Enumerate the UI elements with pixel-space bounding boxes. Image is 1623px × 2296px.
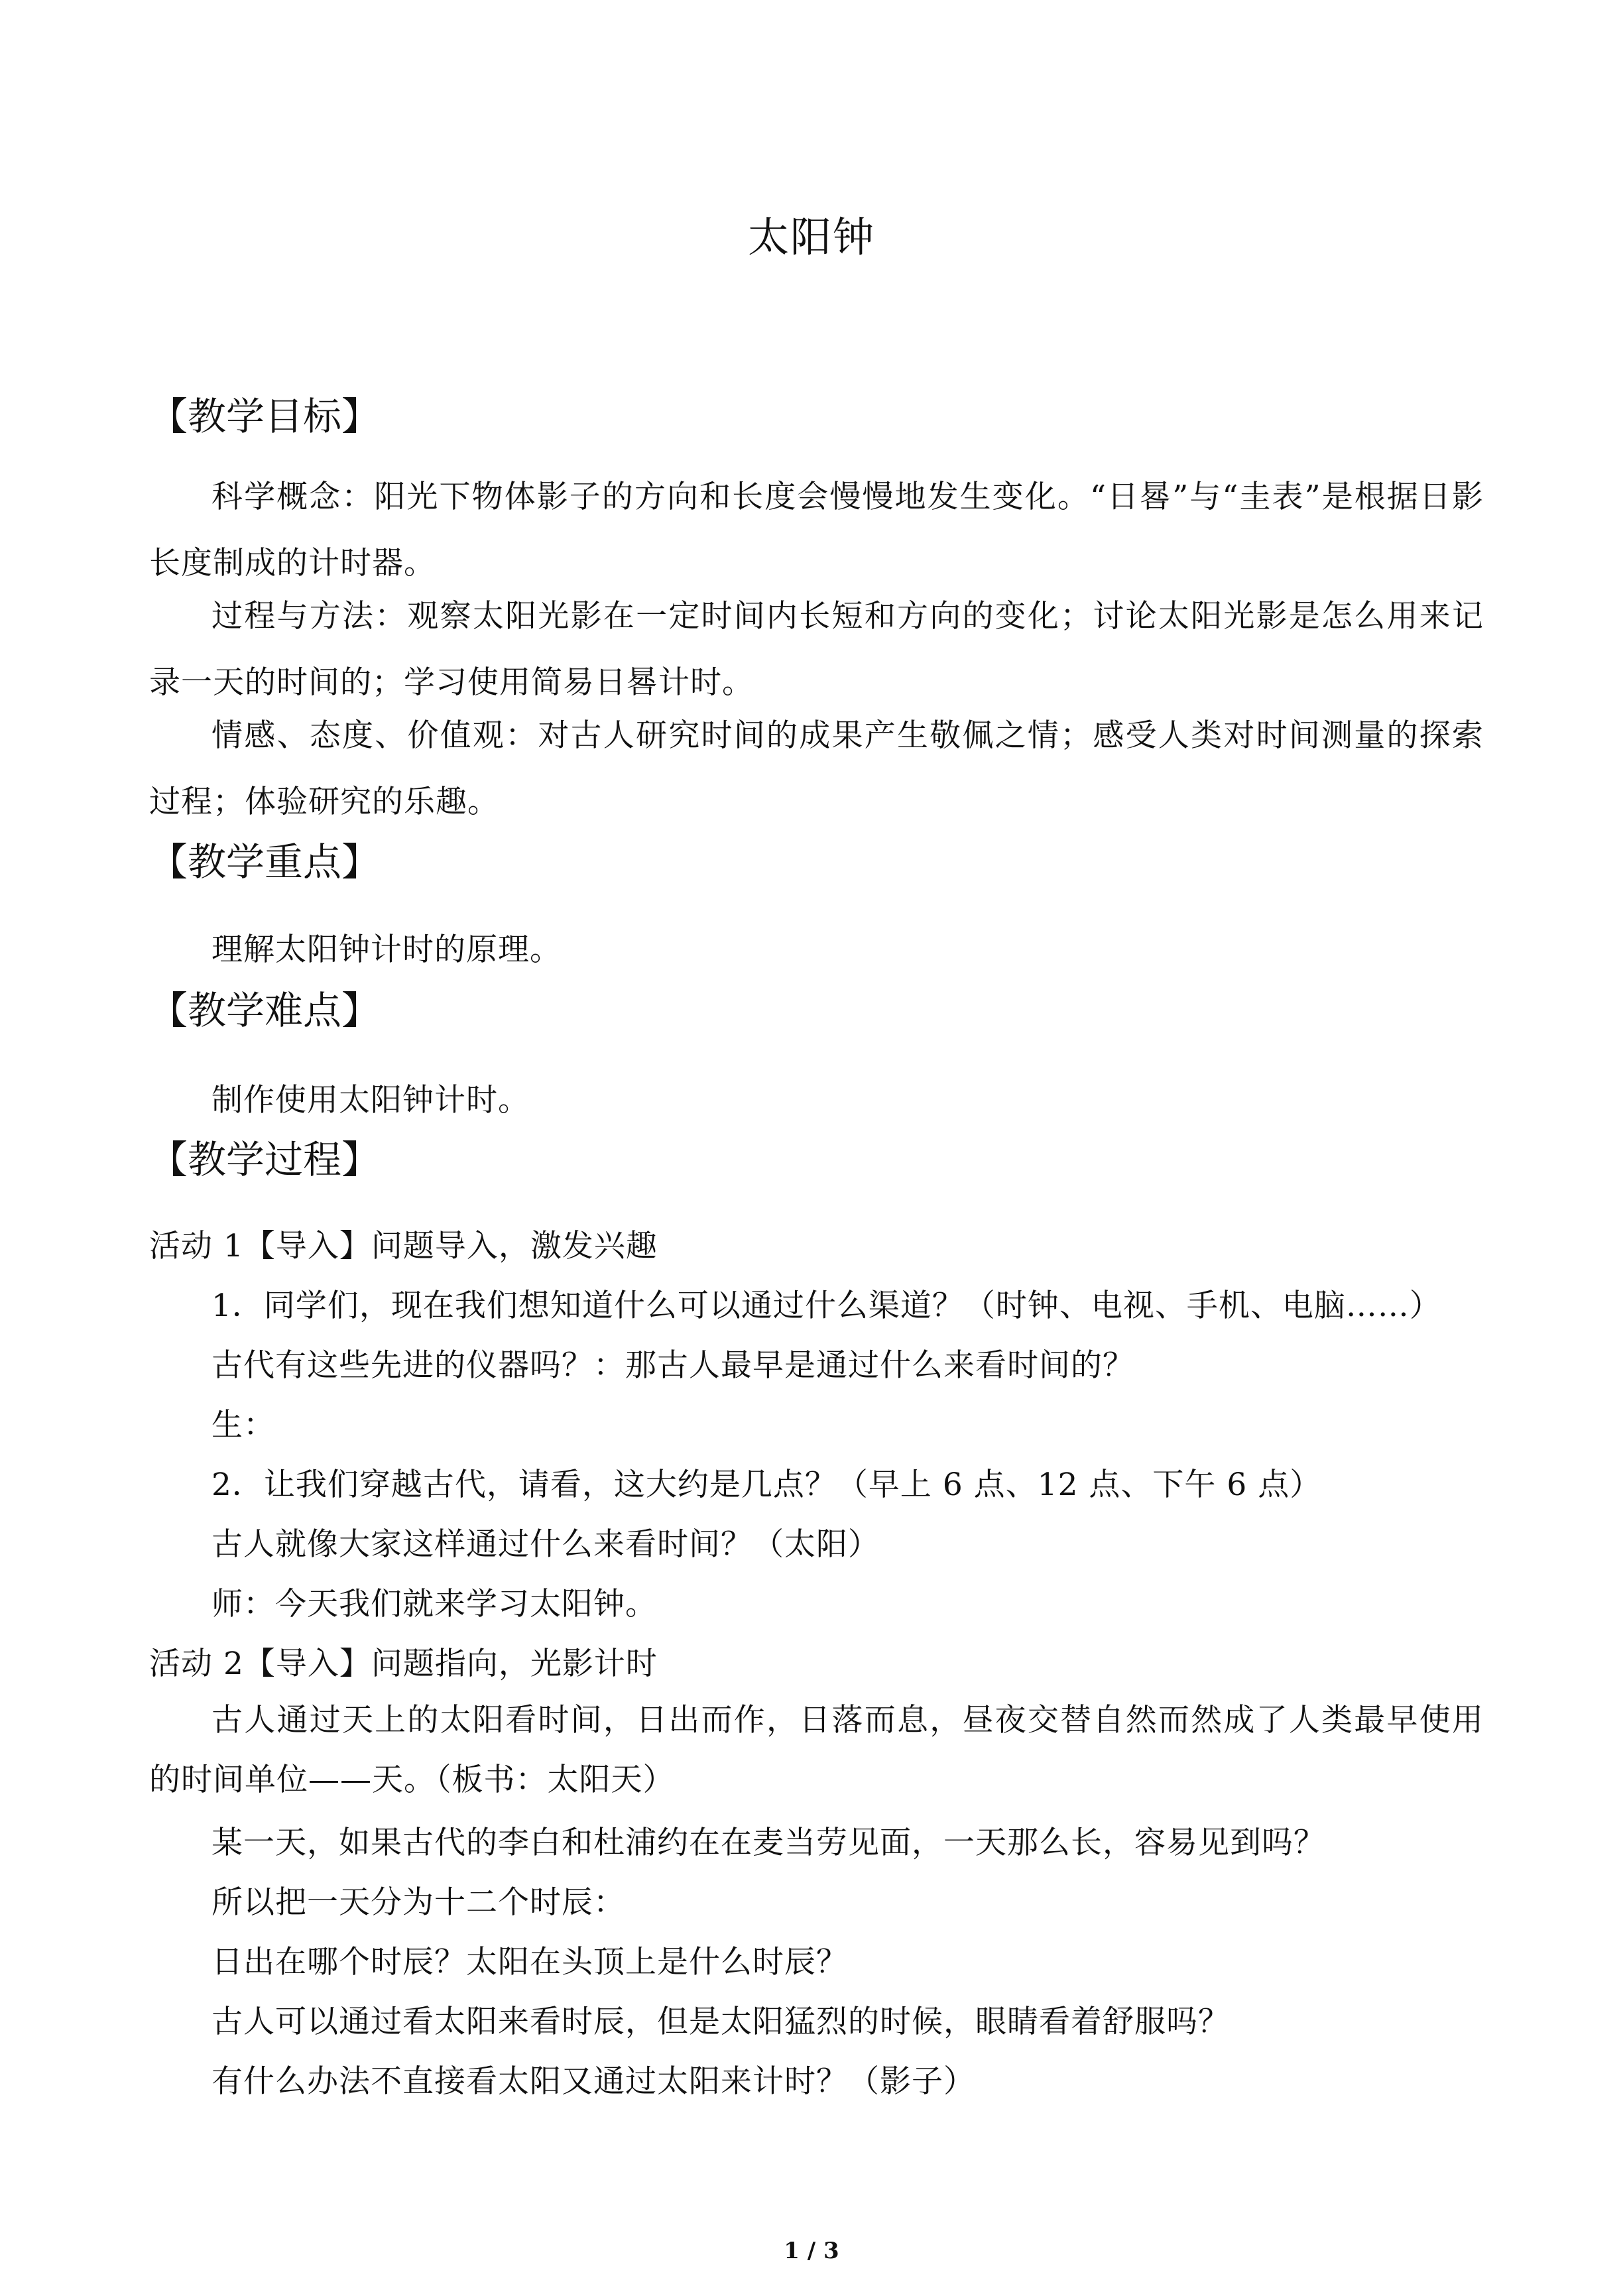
difficulty-text: 制作使用太阳钟计时。 <box>211 1082 530 1118</box>
objective-process-method: 过程与方法：观察太阳光影在一定时间内长短和方向的变化；讨论太阳光影是怎么用来记录一天的时间的；学习使用简易日晷计时。 <box>149 598 1484 701</box>
heading-objectives: 【教学目标】 <box>149 394 381 439</box>
activity-2-paragraph: 古人通过天上的太阳看时间，日出而作，日落而息，昼夜交替自然而然成了人类最早使用的时间单位——天。（板书：太阳天） <box>149 1702 1484 1798</box>
activity-2-line: 古人可以通过看太阳来看时辰，但是太阳猛烈的时候，眼睛看着舒服吗？ <box>211 2004 1230 2040</box>
activity-1-line: 古代有这些先进的仪器吗？：那古人最早是通过什么来看时间的？ <box>211 1347 1134 1384</box>
objective-emotion-values: 情感、态度、价值观：对古人研究时间的成果产生敬佩之情；感受人类对时间测量的探索过程；体验研究的乐趣。 <box>149 717 1484 820</box>
activity-2-title: 活动 2【导入】问题指向，光影计时 <box>149 1646 658 1682</box>
activity-2-line: 某一天，如果古代的李白和杜浦约在在麦当劳见面，一天那么长，容易见到吗？ <box>211 1825 1325 1861</box>
heading-difficulties: 【教学难点】 <box>149 988 381 1033</box>
activity-2-line: 日出在哪个时辰？太阳在头顶上是什么时辰？ <box>211 1944 848 1980</box>
page-number: 1 / 3 <box>784 2238 839 2264</box>
activity-2-line: 有什么办法不直接看太阳又通过太阳来计时？（影子） <box>211 2063 975 2100</box>
activity-1-line: 1．同学们，现在我们想知道什么可以通过什么渠道？（时钟、电视、手机、电脑……） <box>211 1288 1441 1324</box>
activity-1-line: 古人就像大家这样通过什么来看时间？（太阳） <box>211 1526 880 1563</box>
heading-key-points: 【教学重点】 <box>149 839 381 884</box>
heading-process: 【教学过程】 <box>149 1137 381 1182</box>
activity-1-line: 2．让我们穿越古代，请看，这大约是几点？（早上 6 点、12 点、下午 6 点） <box>211 1467 1322 1503</box>
key-point-text: 理解太阳钟计时的原理。 <box>211 932 562 968</box>
document-title: 太阳钟 <box>747 213 875 261</box>
activity-1-line: 生： <box>211 1407 275 1443</box>
objective-science-concept: 科学概念：阳光下物体影子的方向和长度会慢慢地发生变化。“日晷”与“圭表”是根据日影长度制成的计时器。 <box>149 479 1484 581</box>
activity-1-title: 活动 1【导入】问题导入，激发兴趣 <box>149 1228 658 1264</box>
activity-2-line: 所以把一天分为十二个时辰： <box>211 1884 625 1921</box>
activity-1-line: 师：今天我们就来学习太阳钟。 <box>211 1586 657 1622</box>
